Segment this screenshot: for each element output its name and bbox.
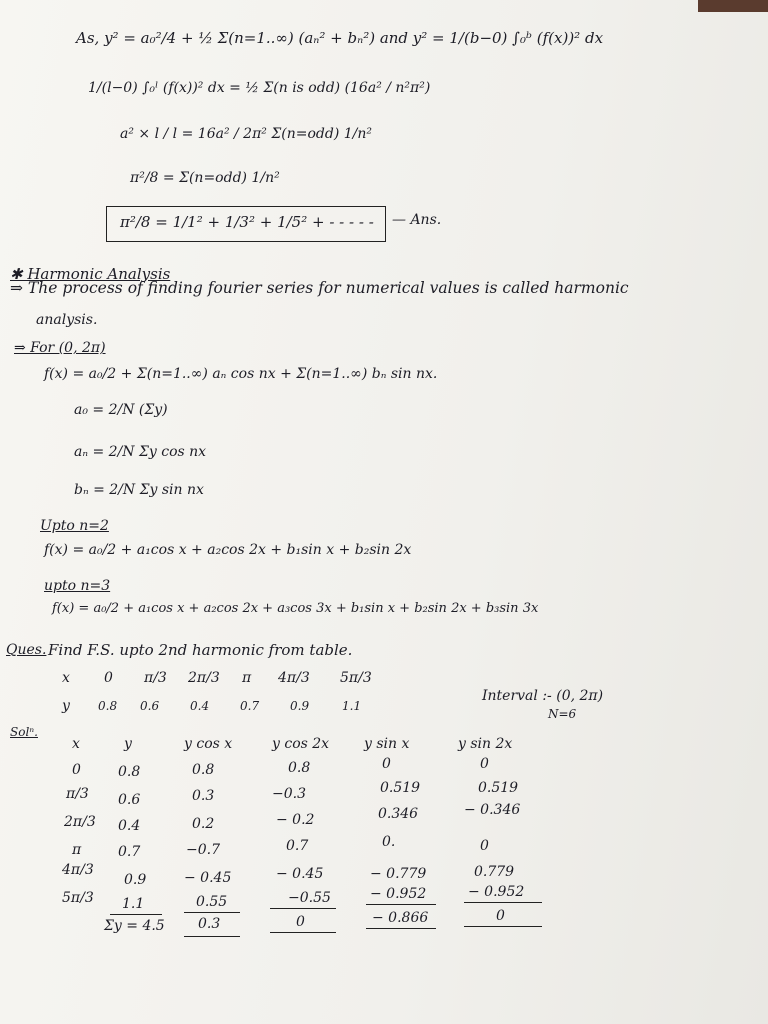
- parseval-line-3: a² × l / l = 16a² / 2π² Σ(n=odd) 1/n²: [120, 126, 372, 142]
- table-cell: 0.8: [288, 760, 311, 776]
- upto-n2-formula: f(x) = a₀/2 + a₁cos x + a₂cos 2x + b₁sin x + b₂sin 2x: [44, 542, 412, 558]
- upto-n3-formula: f(x) = a₀/2 + a₁cos x + a₂cos 2x + a₃cos 3x + b₁sin x + b₂sin 2x + b₃sin 3x: [52, 601, 539, 616]
- sum-underline-ycosx: [184, 936, 240, 937]
- table-cell: 0.3: [192, 788, 215, 804]
- given-x-value: 5π/3: [340, 670, 372, 686]
- sum-ycos2x: 0: [296, 914, 305, 930]
- table-cell: − 0.346: [464, 802, 521, 818]
- table-cell: − 0.952: [370, 886, 427, 902]
- table-cell: 0.4: [118, 818, 141, 834]
- table-cell: − 0.45: [184, 870, 232, 886]
- given-x-value: 2π/3: [188, 670, 220, 686]
- n-value-note: N=6: [548, 707, 577, 721]
- upto-n2-label: Upto n=2: [40, 518, 109, 534]
- table-cell: − 0.779: [370, 866, 427, 882]
- table-cell: 0.519: [380, 780, 421, 796]
- sum-ycosx: 0.3: [198, 916, 221, 932]
- table-header-ycosx: y cos x: [184, 736, 233, 752]
- an-formula: aₙ = 2/N Σy cos nx: [74, 444, 207, 460]
- sum-rule-ysin2x: [464, 902, 542, 903]
- table-cell: − 0.45: [276, 866, 324, 882]
- table-header-ysinx: y sin x: [364, 736, 410, 752]
- table-header-x: x: [72, 736, 80, 752]
- table-cell: 0: [480, 756, 489, 772]
- table-cell: 0.7: [118, 844, 141, 860]
- table-cell: 0.55: [196, 894, 228, 910]
- answer-label: — Ans.: [392, 212, 442, 228]
- question-text: Find F.S. upto 2nd harmonic from table.: [48, 641, 353, 659]
- interval-note: Interval :- (0, 2π): [482, 688, 604, 704]
- definition-line: ⇒ The process of finding fourier series for numerical values is called harmonic: [10, 279, 629, 297]
- sum-rule-ycos2x: [270, 908, 336, 909]
- table-cell: 0.7: [286, 838, 309, 854]
- fourier-series-formula: f(x) = a₀/2 + Σ(n=1..∞) aₙ cos nx + Σ(n=1..∞) bₙ sin nx.: [44, 366, 438, 382]
- table-cell: π: [72, 842, 82, 858]
- given-y-value: 0.9: [290, 699, 310, 713]
- section-heading: ✱ Harmonic Analysis: [10, 265, 171, 283]
- sum-underline-ysin2x: [464, 926, 542, 927]
- table-cell: 0: [480, 838, 489, 854]
- table-cell: 1.1: [122, 896, 145, 912]
- question-label: Ques.: [6, 642, 47, 658]
- solution-label: Solⁿ.: [10, 725, 38, 739]
- sum-y: Σy = 4.5: [104, 918, 165, 934]
- interval-heading: ⇒ For (0, 2π): [14, 340, 106, 356]
- answer-equation: π²/8 = 1/1² + 1/3² + 1/5² + - - - - -: [120, 213, 374, 231]
- a0-formula: a₀ = 2/N (Σy): [74, 402, 168, 418]
- table-cell: 0: [382, 756, 391, 772]
- given-x-label: x: [62, 670, 70, 686]
- given-y-label: y: [62, 698, 70, 714]
- bn-formula: bₙ = 2/N Σy sin nx: [74, 482, 204, 498]
- sum-underline-ysinx: [366, 928, 436, 929]
- sum-rule-ycosx: [184, 912, 240, 913]
- given-x-value: π: [242, 670, 252, 686]
- table-cell: 0.: [382, 834, 396, 850]
- given-y-value: 0.8: [98, 699, 118, 713]
- given-x-value: π/3: [144, 670, 167, 686]
- table-cell: 0.8: [118, 764, 141, 780]
- sum-ysinx: − 0.866: [372, 910, 429, 926]
- table-cell: π/3: [66, 786, 89, 802]
- definition-line-cont: analysis.: [36, 312, 98, 328]
- sum-rule-y: [110, 914, 162, 915]
- table-header-y: y: [124, 736, 132, 752]
- table-cell: 0.2: [192, 816, 215, 832]
- parseval-line-4: π²/8 = Σ(n=odd) 1/n²: [130, 170, 280, 186]
- table-cell: 0.9: [124, 872, 147, 888]
- table-cell: 2π/3: [64, 814, 96, 830]
- table-cell: −0.3: [272, 786, 306, 802]
- parseval-line-1: As, y² = a₀²/4 + ½ Σ(n=1..∞) (aₙ² + bₙ²) and y² = 1/(b−0) ∫₀ᵇ (f(x))² dx: [76, 29, 604, 47]
- table-cell: 5π/3: [62, 890, 94, 906]
- upto-n3-label: upto n=3: [44, 578, 111, 594]
- table-cell: 0.346: [378, 806, 419, 822]
- table-cell: 0.779: [474, 864, 515, 880]
- table-cell: 0: [72, 762, 81, 778]
- given-y-value: 0.7: [240, 699, 260, 713]
- parseval-line-2: 1/(l−0) ∫₀ˡ (f(x))² dx = ½ Σ(n is odd) (16a² / n²π²): [88, 80, 431, 96]
- table-cell: 0.6: [118, 792, 141, 808]
- sum-rule-ysinx: [366, 904, 436, 905]
- table-cell: − 0.2: [276, 812, 315, 828]
- table-cell: 0.8: [192, 762, 215, 778]
- given-y-value: 1.1: [342, 699, 362, 713]
- table-header-ysin2x: y sin 2x: [458, 736, 513, 752]
- sum-underline-ycos2x: [270, 932, 336, 933]
- given-x-value: 4π/3: [278, 670, 310, 686]
- given-x-value: 0: [104, 670, 113, 686]
- given-y-value: 0.6: [140, 699, 160, 713]
- table-cell: 0.519: [478, 780, 519, 796]
- table-cell: − 0.952: [468, 884, 525, 900]
- table-cell: −0.55: [288, 890, 331, 906]
- table-cell: 4π/3: [62, 862, 94, 878]
- table-header-ycos2x: y cos 2x: [272, 736, 330, 752]
- sum-ysin2x: 0: [496, 908, 505, 924]
- given-y-value: 0.4: [190, 699, 210, 713]
- table-cell: −0.7: [186, 842, 220, 858]
- page-corner-fold: [698, 0, 768, 12]
